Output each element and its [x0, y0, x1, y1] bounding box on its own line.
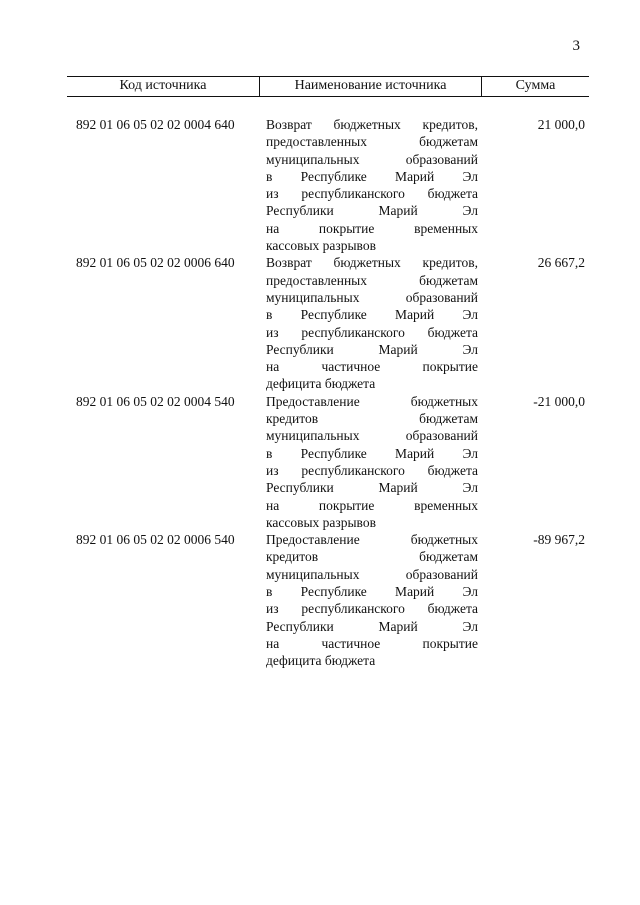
table-body — [67, 116, 589, 670]
source-name-line: кредитов бюджетам — [266, 549, 478, 565]
source-name-line: из республиканского бюджета — [266, 324, 478, 340]
source-name-line: Возврат бюджетных кредитов, — [266, 255, 478, 271]
table-row — [67, 531, 589, 669]
sources-table — [67, 76, 589, 670]
source-name-line: муниципальных образований — [266, 151, 478, 167]
header-name: Наименование источника — [260, 77, 482, 96]
source-name-line: дефицита бюджета — [266, 376, 376, 392]
source-name — [265, 254, 478, 392]
source-name-line: Республики Марий Эл — [266, 203, 478, 219]
source-code: 892 01 06 05 02 02 0006 540 — [76, 532, 235, 548]
source-name-line: на частичное покрытие — [266, 359, 478, 375]
source-name-line: муниципальных образований — [266, 566, 478, 582]
source-name-line: Возврат бюджетных кредитов, — [266, 117, 478, 132]
source-name — [265, 393, 478, 531]
source-name-line: в Республике Марий Эл — [266, 168, 478, 184]
header-code: Код источника — [67, 77, 260, 96]
header-amount: Сумма — [515, 78, 556, 93]
source-name-line: дефицита бюджета — [266, 653, 376, 669]
source-name-line: предоставленных бюджетам — [266, 272, 478, 288]
source-name-line: в Республике Марий Эл — [266, 584, 478, 600]
source-name — [265, 116, 478, 254]
source-name-line: муниципальных образований — [266, 428, 478, 444]
source-name-line: предоставленных бюджетам — [266, 134, 478, 150]
source-name-line: на частичное покрытие — [266, 635, 478, 651]
source-name-line: в Республике Марий Эл — [266, 307, 478, 323]
source-name-line: Республики Марий Эл — [266, 480, 478, 496]
source-name-line: из республиканского бюджета — [266, 601, 478, 617]
source-name-line: Предоставление бюджетных — [266, 393, 478, 409]
table-row — [67, 116, 589, 254]
source-name-line: Республики Марий Эл — [266, 618, 478, 634]
source-name-line: кредитов бюджетам — [266, 411, 478, 427]
source-name-line: муниципальных образований — [266, 289, 478, 305]
source-name-line: Республики Марий Эл — [266, 341, 478, 357]
source-code: 892 01 06 05 02 02 0006 640 — [76, 255, 235, 271]
table-row — [67, 393, 589, 531]
source-code: 892 01 06 05 02 02 0004 640 — [76, 117, 235, 132]
table-row — [67, 254, 589, 392]
page-number: 3 — [572, 38, 580, 54]
amount: 26 667,2 — [537, 255, 585, 271]
source-name-line: из республиканского бюджета — [266, 462, 478, 478]
source-name-line: на покрытие временных — [266, 497, 478, 513]
source-name-line: кассовых разрывов — [266, 514, 376, 530]
source-name — [265, 531, 478, 669]
source-name-line: Предоставление бюджетных — [266, 532, 478, 548]
source-name-line: на покрытие временных — [266, 220, 478, 236]
table-header — [67, 76, 589, 97]
source-name-line: кассовых разрывов — [266, 238, 376, 254]
amount: 21 000,0 — [537, 117, 585, 132]
amount: -89 967,2 — [533, 532, 585, 548]
source-name-line: из республиканского бюджета — [266, 186, 478, 202]
source-name-line: в Республике Марий Эл — [266, 445, 478, 461]
amount: -21 000,0 — [533, 393, 585, 409]
source-code: 892 01 06 05 02 02 0004 540 — [76, 393, 235, 409]
